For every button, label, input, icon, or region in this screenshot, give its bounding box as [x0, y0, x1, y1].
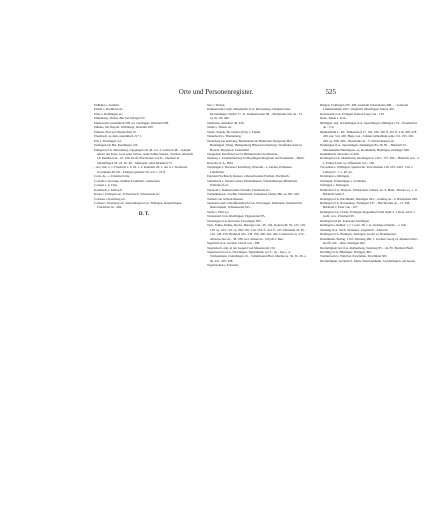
register-entry: Dettingen a. Rahlen 1-7 1. Gen. 38. 1. K. Krumpe Krumm ... s. Seb. — [320, 223, 407, 228]
register-entry: Donkingen O.A. Sprechingen, Dunkingen 84. 28. 85. - Heinrich 52. Mantelsheim Huntington, sq. Kernhamm, Heintigen, Oettinger 368. — [320, 143, 410, 152]
register-entry: Taunzadorf O.A. Riedlingen, Tägerendorf 85. — [207, 214, 266, 219]
register-entry: Cotrisan s. Kornberg etc. — [94, 196, 126, 201]
register-entry: Dettingen O.A. Urach, Tettingen, Regensbach und mehr 4. 1 Dorf, ein 8. s. Geth. von - Eberhard 95. — [320, 209, 416, 219]
register-entry: Tretthofwald s. Wald bei Zwiefalten, Tirschholz 305. — [320, 254, 388, 259]
register-entry: Taube s. Hell etc. — [207, 209, 230, 214]
register-entry: Tegerfeld O.A. Gerdelt. Ulrich von - 368. — [207, 241, 261, 246]
register-entry: Elmenberg, Tiefen- Bur bei Stuttgart 97. — [94, 116, 146, 121]
register-entry: Eldhaller s. Karhalt. — [94, 103, 120, 107]
register-entry: Tegerbuchen s. Eckstein. — [207, 263, 239, 268]
register-entry: Dreifaltigkeit bei O.A. Rothenberg, Tanzberg 85. - de. 85. Berthold Bach. — [320, 245, 414, 250]
register-entry: Dettingen bei Rt. Konstanz, Dettingen. — [320, 218, 370, 223]
register-column-2 — [207, 103, 307, 268]
register-entry: Tonnen von Schwarzhausen. — [207, 196, 244, 201]
register-entry: Eningen (O.A. Herrenberg, Cuppingen 20. 40. col. 3. Gerbach 48. - Adolph: Albert der Freie, Gotz seine Witwe, seine Söhne Werner, Trechter, Albrecht 18. Reinhard de - 22. 236. Kraft, Pfarrvicker von K., Charbott in Sindelfingen 18. 43. 46. 48. - Markgraf, seine Reinhard 75. — [94, 147, 194, 165]
register-entry: Dankenweiler Gem. Hausmalde O.A. Ravensburg, Dankenweiler, Derrendinger, Weiler 77. 31. Dankenweiler 68. - Bartholdus mil. de - 31. sq. 91. 90. 490. — [207, 107, 303, 121]
register-entry: Dephinbuch, discretus vir 406. — [320, 151, 360, 156]
register-entry: Dettenstein O.A. Ebingen Konrad Lang von - 139. — [320, 111, 385, 116]
register-column-1 — [94, 103, 194, 219]
register-entry: Dede, Tadde s. Teck. — [320, 116, 347, 121]
register-entry: Tiefenbach s. Stetten Geisel, Hattenhausen, Württemberger Mittelbach, Wittendorf etc. — [207, 178, 298, 188]
register-entry: Corta, de - s. Ernesbach die. — [94, 174, 130, 179]
register-entry: Corealis s. Kosaine, Osmbach sammelt. Gleisecken. — [94, 178, 161, 183]
register-entry: Ebhaus, bei Nagold. Walchberg, Oberamt 209. — [94, 125, 154, 130]
register-entry: Tegernsee bei O.A. Überlingen, Tegernheim, sol. C. de - Ires s. 4. Schönemann, Cleindingen 10. - Schaltfreund Bart. Murdie sq. 30. 36. 36. s. 82. 221. 205. 308. — [207, 249, 307, 263]
register-entry: Dillingen, abg. bei Ablingen O.A. Spaichingen, Dillingen 174. - Eberhardus de - 174. — [320, 120, 417, 130]
register-entry: Teck, Tekke, Dekke, Decke, Herzoge von - 95. 104. Konrad 49. 95. 125. 129. 138. sq. 163. 176. sq. 208. 205. 210. 254. ft. 414. ft. 415. Hermann 42. 85. 126. 128. 250. Heinrich 235. 238. 259. 260. 262. 266. Ludewicus sq. 274. - Albertus dux de - 38. 188. sod. domus de - Ulrych s. Bart. — [207, 223, 306, 241]
register-entry: Egolden Fischbach, Kieners. Oberschwaben Fischen, Fischbach. — [207, 174, 290, 179]
register-entry: Elsenweiler, unermittelt 299 col. Gertingen, Oberland 208. — [94, 120, 169, 125]
register-entry: Dattenheim, Boling. 1 Inf. Tettnang 486; 1. Greiner Georg of. Ammon Peter - Krafft 100. - Ober-Tettingen 400. — [320, 236, 419, 246]
register-entry: - rect. mit. a. 1. Friedrich v. d. 29. 1. 2. Ramdals 28. 1. der n. 1. Kerkersh, Gorttmann 48. 68. - Ebingen genannt 50. rect. r. 23 ff. — [94, 165, 188, 174]
register-entry: Dettingen O.A. Rottenburg, Trittingen 337. - Berchtoldus de - 13. 368. Berthold v. Peter von - 227. — [320, 200, 411, 210]
register-entry: Tax s. Tholen. — [207, 103, 226, 107]
register-entry: Tettnang O.A. Stadt, Tettenanc. Tegelbach - Albrecht. — [320, 227, 389, 232]
register-entry: Dingen, Trolfingen 207. 486, profitum Sobershafen 486. - - Leibwurt Lindentrumme 200 t. Wagfelld; Olledingen; Maure 456. — [320, 103, 409, 112]
register-entry: Dreifling O.A. Biblingen, Tittingen 496. — [320, 249, 372, 254]
register-entry: Tausengen O.A. Rottweil, Trossingen 385. — [207, 218, 262, 223]
register-entry: Elfenau, Flur bei Oberkochen 70. — [94, 129, 137, 134]
register-entry: Tatzberg s. Ustsheimerberg bei Bopfingen Bergarten bei Freudental. - Helm. — [207, 156, 305, 161]
register-column-3 — [320, 103, 420, 263]
register-entry: Eltze s. Renhingen etc. — [94, 111, 124, 116]
register-entry: Tanne s. Thann, etc. — [207, 125, 233, 130]
register-entry: Tonnenhausen, von Bur Tiefenbach. Taunensee Weiler 980. sq. 961, 981. — [207, 192, 300, 197]
register-entry: Tottingen s. Dettingen. — [320, 183, 350, 188]
register-entry: Tambruns, Amtsherr 49, 430. — [207, 120, 245, 125]
register-entry: Dettingen O.A. Kirchheim, Dettingen 294. - Ganting de - 4. Barbaratha 298. — [320, 196, 418, 201]
register-entry: Tautzingen s. Dortetzer Kirchberg, Oberamt - s. Lindau, Ebhausen Leinfelden. — [207, 165, 292, 174]
register-entry: Corteen s. n. Char. — [94, 183, 118, 188]
register-entry: Tarpgeben, Kirchberg ber bi Heimenweiler bei Rustrau. — [207, 151, 279, 156]
register-entry: Dreifaltigkeit, bei Roth S. Marie Theresienheim, Josedelinskon, die herren — [320, 258, 416, 263]
register-entry: Cotlsen s. Kornberg etc. Karterdingen O.A. Tübingen, Kusterdingen. Friedrichs de - 406. — [94, 200, 182, 210]
register-entry: Esslingen bei Bis. Reutlingen 120. — [94, 143, 139, 148]
register-entry: Tottmann, Termaringen s. Tottmann. — [320, 178, 367, 183]
register-entry: Eltzell s. Rechhorn etc. — [94, 107, 124, 112]
register-entry: Taeubern Gem. Oberfürstenbach O.A. Ellwangen, Dollmann, Talsheim 84. Reiterstetten, Schandoedel 245. — [207, 200, 303, 210]
section-letter: D. T. — [138, 211, 150, 217]
register-entry: Elsenbach, ze dem, unermittelt 217 f. — [94, 134, 142, 139]
register-entry: Tanne, Stande, für Tanner (674). s. Thann. — [207, 129, 261, 134]
page-number: 525 — [325, 88, 336, 96]
register-entry: Tanneberch s. Thanneberg. — [207, 134, 242, 139]
register-entry: Tanneberg bei Isenburg, Bleibentum bei Heilbronn, Bergarten Hof, Breiningen, Wang, Heiligenberg Biberach Osterberg, Wolfelden dazu in Bodolz. Bergarten. Taubenthal. — [207, 138, 302, 152]
page-title: Orte und Personenregister. — [178, 88, 254, 96]
register-entry: Dettkofen O.A. Tharpen, Trittkirchen, Unterk. no. 9. Hohe - Bruder sq. 1. 11. Barthold Sohn 3. — [320, 187, 419, 197]
register-entry: Eltz s. Fleisingen col. — [94, 138, 122, 143]
register-entry: Dawolle O. A., Bild. — [207, 160, 234, 165]
register-entry: Dinkelsheim C. KL. Dinkelsdorf 27. 192. 196. 200 ff. 310 ff. 419. 458. 478. 200. par. 314. 465. Hugo von - Johann Gilberthain seine 131. 195. 196. 299. sq. 298. 299. - Bernardus de - 5. Schwerhausen etc. — [320, 129, 418, 143]
register-entry: Tuccunlan s. Wiltingen. Spirmoche, Stracchelden 130. 235. 240 f. 150. s. Laiband v. 1. 5. 48. 42. — [320, 165, 414, 174]
register-entry: Karlebach s. Kerbach. — [94, 187, 123, 192]
register-entry: Tierstein s. Dankenweiler Dwinde, Fischbach etc. — [207, 187, 271, 192]
page-header — [96, 86, 336, 98]
register-entry: Tegernbach, abg. in der Gegend von Mauenwald 219. — [207, 245, 276, 250]
register-entry: Derdingen s. Dittingen. — [320, 174, 350, 179]
register-entry: Dettingen O.A. Balingen, Tettingen. Gertel sq. Baumgarten. — [320, 232, 397, 237]
register-entry: Karen s. Estingen etc. Schwertlach, Schornstein etc. — [94, 192, 161, 197]
register-entry: Derdingen O.A. Maulbronn, Dredingen sl. 140 f. 175. 360. - Heinrich von - 4. s. Ernbach mil. sq. Offenbach von - 100. — [320, 156, 420, 165]
